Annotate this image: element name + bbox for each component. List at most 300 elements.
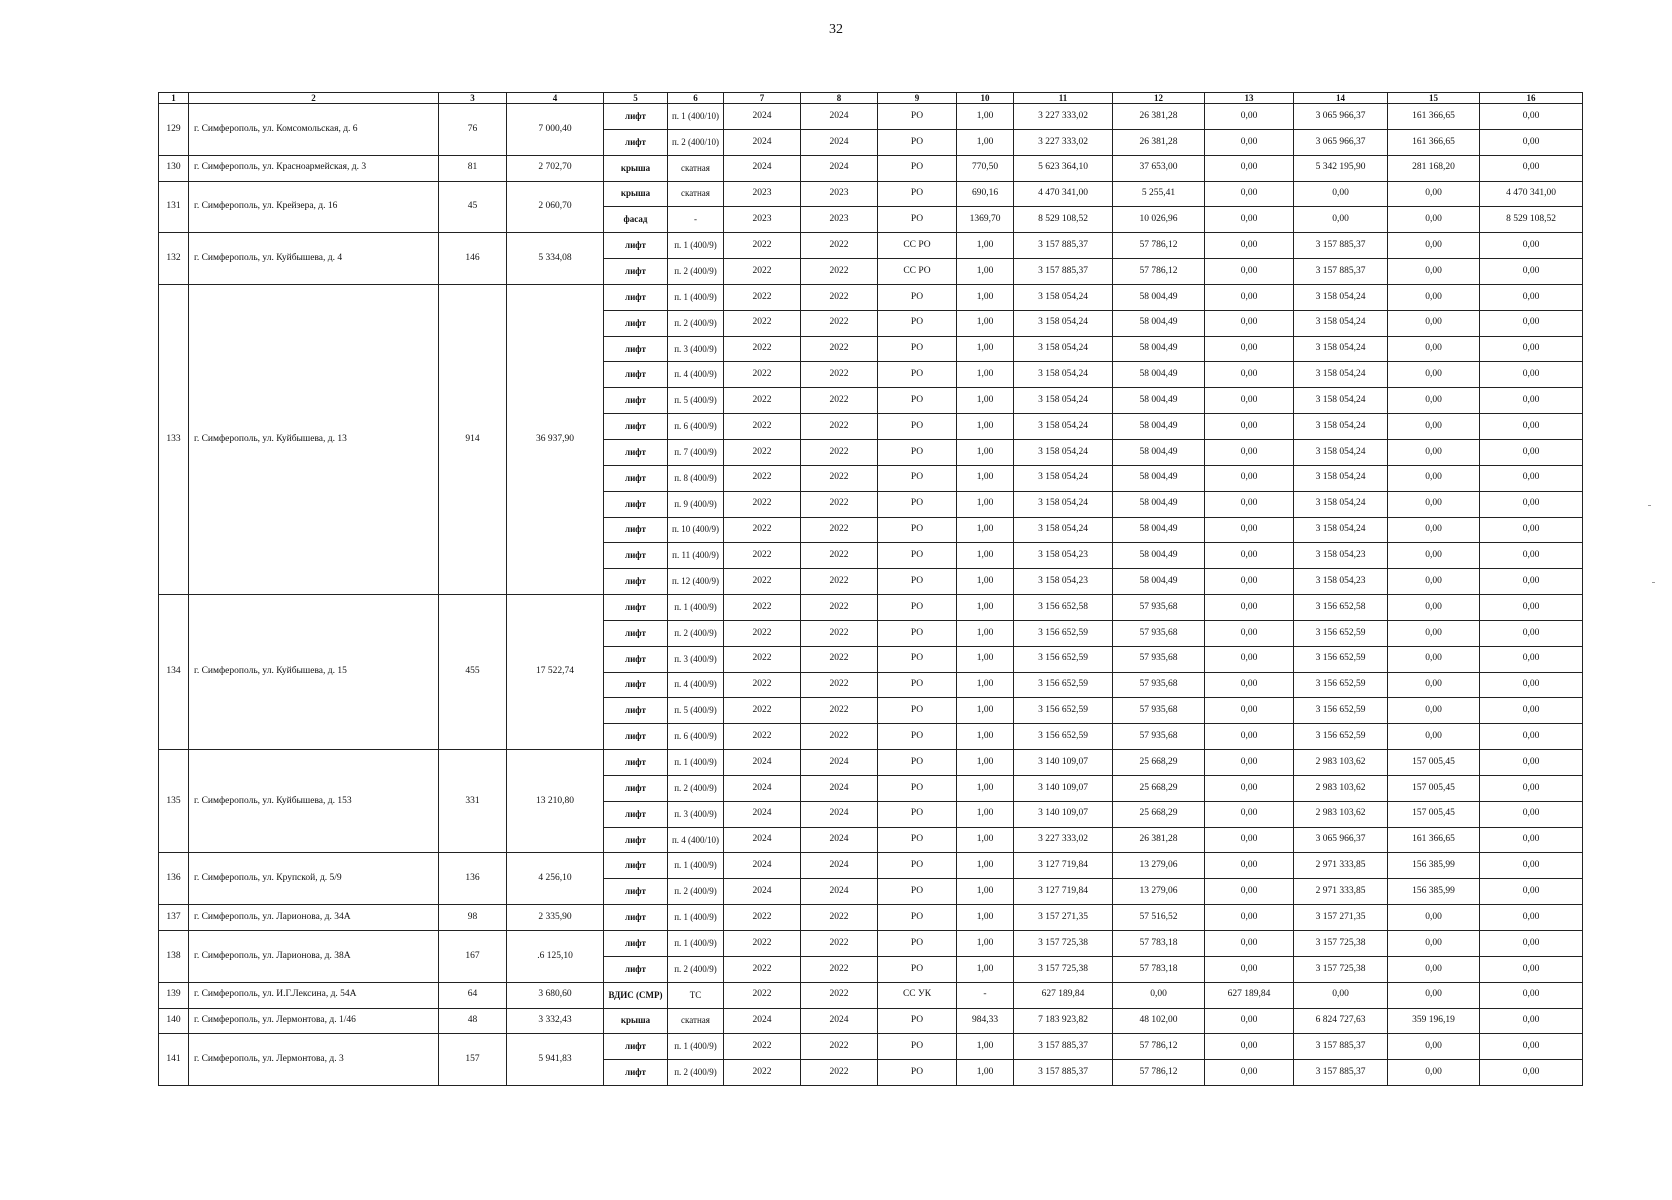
funds-other: 0,00 xyxy=(1480,620,1583,646)
column-number: 4 xyxy=(507,93,604,104)
work-detail: п. 2 (400/9) xyxy=(668,879,724,905)
table-row xyxy=(159,853,1583,879)
cost-per-unit: 58 004,49 xyxy=(1113,284,1205,310)
executor: РО xyxy=(878,646,957,672)
volume: 1,00 xyxy=(957,853,1014,879)
funds-owners: 0,00 xyxy=(1205,853,1294,879)
funds-owners: 0,00 xyxy=(1205,595,1294,621)
work-type: лифт xyxy=(604,801,668,827)
work-detail: скатная xyxy=(668,1008,724,1034)
total-cost: 3 140 109,07 xyxy=(1014,775,1113,801)
funds-budget: 0,00 xyxy=(1388,517,1480,543)
year-end: 2024 xyxy=(801,750,878,776)
funds-fund: 3 158 054,24 xyxy=(1294,465,1388,491)
cost-per-unit: 25 668,29 xyxy=(1113,775,1205,801)
work-detail: скатная xyxy=(668,155,724,181)
funds-owners: 0,00 xyxy=(1205,672,1294,698)
year-start: 2024 xyxy=(724,775,801,801)
building-residents: 48 xyxy=(439,1008,507,1034)
total-cost: 3 157 725,38 xyxy=(1014,931,1113,957)
total-cost: 3 158 054,23 xyxy=(1014,569,1113,595)
funds-owners: 0,00 xyxy=(1205,362,1294,388)
executor: РО xyxy=(878,155,957,181)
work-type: крыша xyxy=(604,181,668,207)
year-end: 2024 xyxy=(801,827,878,853)
year-start: 2023 xyxy=(724,207,801,233)
year-start: 2022 xyxy=(724,414,801,440)
funds-other: 0,00 xyxy=(1480,517,1583,543)
executor: РО xyxy=(878,362,957,388)
funds-other: 0,00 xyxy=(1480,724,1583,750)
year-end: 2024 xyxy=(801,853,878,879)
volume: 1,00 xyxy=(957,1034,1014,1060)
total-cost: 3 157 885,37 xyxy=(1014,1060,1113,1086)
building-residents: 45 xyxy=(439,181,507,233)
year-start: 2022 xyxy=(724,724,801,750)
table-row xyxy=(159,982,1583,1008)
executor: РО xyxy=(878,569,957,595)
building-area: 7 000,40 xyxy=(507,104,604,156)
total-cost: 627 189,84 xyxy=(1014,982,1113,1008)
funds-owners: 627 189,84 xyxy=(1205,982,1294,1008)
work-type: лифт xyxy=(604,517,668,543)
funds-owners: 0,00 xyxy=(1205,465,1294,491)
funds-budget: 0,00 xyxy=(1388,620,1480,646)
year-end: 2022 xyxy=(801,931,878,957)
funds-fund: 3 157 885,37 xyxy=(1294,233,1388,259)
executor: РО xyxy=(878,595,957,621)
table-row xyxy=(159,905,1583,931)
volume: 1,00 xyxy=(957,775,1014,801)
total-cost: 3 227 333,02 xyxy=(1014,129,1113,155)
work-detail: п. 2 (400/9) xyxy=(668,259,724,285)
total-cost: 3 158 054,24 xyxy=(1014,336,1113,362)
funds-other: 0,00 xyxy=(1480,775,1583,801)
volume: 1,00 xyxy=(957,905,1014,931)
total-cost: 3 158 054,24 xyxy=(1014,284,1113,310)
cost-per-unit: 58 004,49 xyxy=(1113,569,1205,595)
executor: РО xyxy=(878,853,957,879)
volume: 1,00 xyxy=(957,414,1014,440)
year-start: 2024 xyxy=(724,155,801,181)
building-area: 36 937,90 xyxy=(507,284,604,594)
funds-budget: 157 005,45 xyxy=(1388,775,1480,801)
table-row xyxy=(159,750,1583,776)
work-type: лифт xyxy=(604,595,668,621)
work-type: лифт xyxy=(604,439,668,465)
funds-budget: 0,00 xyxy=(1388,465,1480,491)
funds-owners: 0,00 xyxy=(1205,1034,1294,1060)
funds-owners: 0,00 xyxy=(1205,543,1294,569)
work-detail: п. 5 (400/9) xyxy=(668,698,724,724)
funds-other: 0,00 xyxy=(1480,905,1583,931)
work-type: лифт xyxy=(604,956,668,982)
year-end: 2024 xyxy=(801,775,878,801)
year-start: 2024 xyxy=(724,1008,801,1034)
building-address: г. Симферополь, ул. И.Г.Лексина, д. 54А xyxy=(189,982,439,1008)
funds-owners: 0,00 xyxy=(1205,104,1294,130)
cost-per-unit: 57 935,68 xyxy=(1113,595,1205,621)
funds-budget: 0,00 xyxy=(1388,284,1480,310)
funds-other: 4 470 341,00 xyxy=(1480,181,1583,207)
funds-budget: 0,00 xyxy=(1388,181,1480,207)
work-detail: п. 3 (400/9) xyxy=(668,801,724,827)
year-end: 2022 xyxy=(801,310,878,336)
executor: РО xyxy=(878,956,957,982)
year-start: 2022 xyxy=(724,336,801,362)
total-cost: 3 158 054,24 xyxy=(1014,414,1113,440)
work-type: лифт xyxy=(604,879,668,905)
funds-fund: 3 156 652,59 xyxy=(1294,672,1388,698)
year-end: 2022 xyxy=(801,543,878,569)
table-row xyxy=(159,1008,1583,1034)
executor: РО xyxy=(878,465,957,491)
funds-owners: 0,00 xyxy=(1205,750,1294,776)
building-address: г. Симферополь, ул. Крупской, д. 5/9 xyxy=(189,853,439,905)
funds-budget: 0,00 xyxy=(1388,982,1480,1008)
table-row xyxy=(159,181,1583,207)
work-detail: п. 5 (400/9) xyxy=(668,388,724,414)
executor: СС УК xyxy=(878,982,957,1008)
funds-fund: 3 156 652,58 xyxy=(1294,595,1388,621)
column-number: 7 xyxy=(724,93,801,104)
volume: 1,00 xyxy=(957,465,1014,491)
volume: 690,16 xyxy=(957,181,1014,207)
building-number: 132 xyxy=(159,233,189,285)
building-address: г. Симферополь, ул. Крейзера, д. 16 xyxy=(189,181,439,233)
funds-other: 0,00 xyxy=(1480,414,1583,440)
work-detail: п. 2 (400/9) xyxy=(668,310,724,336)
funds-budget: 0,00 xyxy=(1388,233,1480,259)
work-detail: п. 4 (400/9) xyxy=(668,362,724,388)
year-start: 2022 xyxy=(724,543,801,569)
cost-per-unit: 26 381,28 xyxy=(1113,129,1205,155)
column-number: 5 xyxy=(604,93,668,104)
executor: РО xyxy=(878,750,957,776)
executor: РО xyxy=(878,905,957,931)
year-end: 2022 xyxy=(801,388,878,414)
funds-fund: 3 158 054,24 xyxy=(1294,414,1388,440)
document-sheet xyxy=(158,92,1583,1086)
executor: РО xyxy=(878,1060,957,1086)
building-address: г. Симферополь, ул. Ларионова, д. 38А xyxy=(189,931,439,983)
table-row xyxy=(159,233,1583,259)
building-address: г. Симферополь, ул. Комсомольская, д. 6 xyxy=(189,104,439,156)
work-type: лифт xyxy=(604,1034,668,1060)
funds-budget: 0,00 xyxy=(1388,336,1480,362)
volume: 1,00 xyxy=(957,543,1014,569)
funds-owners: 0,00 xyxy=(1205,724,1294,750)
total-cost: 3 156 652,59 xyxy=(1014,698,1113,724)
building-address: г. Симферополь, ул. Ларионова, д. 34А xyxy=(189,905,439,931)
funds-other: 0,00 xyxy=(1480,129,1583,155)
cost-per-unit: 26 381,28 xyxy=(1113,104,1205,130)
building-area: 5 334,08 xyxy=(507,233,604,285)
year-end: 2022 xyxy=(801,646,878,672)
column-number: 14 xyxy=(1294,93,1388,104)
work-detail: п. 11 (400/9) xyxy=(668,543,724,569)
funds-other: 0,00 xyxy=(1480,388,1583,414)
total-cost: 3 140 109,07 xyxy=(1014,801,1113,827)
column-number: 3 xyxy=(439,93,507,104)
year-end: 2024 xyxy=(801,879,878,905)
executor: РО xyxy=(878,698,957,724)
volume: 1,00 xyxy=(957,310,1014,336)
work-detail: п. 1 (400/9) xyxy=(668,931,724,957)
funds-owners: 0,00 xyxy=(1205,336,1294,362)
funds-budget: 161 366,65 xyxy=(1388,129,1480,155)
funds-owners: 0,00 xyxy=(1205,646,1294,672)
year-end: 2022 xyxy=(801,905,878,931)
funds-budget: 157 005,45 xyxy=(1388,801,1480,827)
funds-fund: 3 157 725,38 xyxy=(1294,956,1388,982)
work-detail: п. 1 (400/9) xyxy=(668,284,724,310)
funds-budget: 161 366,65 xyxy=(1388,104,1480,130)
cost-per-unit: 5 255,41 xyxy=(1113,181,1205,207)
funds-other: 0,00 xyxy=(1480,1034,1583,1060)
building-area: 3 332,43 xyxy=(507,1008,604,1034)
building-residents: 98 xyxy=(439,905,507,931)
funds-budget: 0,00 xyxy=(1388,1034,1480,1060)
cost-per-unit: 10 026,96 xyxy=(1113,207,1205,233)
year-end: 2024 xyxy=(801,1008,878,1034)
funds-other: 0,00 xyxy=(1480,491,1583,517)
table-body xyxy=(159,93,1583,1086)
building-residents: 64 xyxy=(439,982,507,1008)
funds-fund: 0,00 xyxy=(1294,982,1388,1008)
executor: РО xyxy=(878,801,957,827)
total-cost: 3 156 652,59 xyxy=(1014,620,1113,646)
column-number: 6 xyxy=(668,93,724,104)
year-start: 2023 xyxy=(724,181,801,207)
executor: СС РО xyxy=(878,233,957,259)
year-end: 2022 xyxy=(801,414,878,440)
cost-per-unit: 58 004,49 xyxy=(1113,388,1205,414)
column-number: 16 xyxy=(1480,93,1583,104)
funds-fund: 3 157 885,37 xyxy=(1294,1060,1388,1086)
building-number: 140 xyxy=(159,1008,189,1034)
building-number: 139 xyxy=(159,982,189,1008)
executor: РО xyxy=(878,414,957,440)
work-detail: ТС xyxy=(668,982,724,1008)
year-start: 2024 xyxy=(724,827,801,853)
year-end: 2022 xyxy=(801,284,878,310)
work-detail: п. 8 (400/9) xyxy=(668,465,724,491)
cost-per-unit: 13 279,06 xyxy=(1113,853,1205,879)
table-row xyxy=(159,284,1583,310)
year-start: 2024 xyxy=(724,750,801,776)
building-area: 2 335,90 xyxy=(507,905,604,931)
funds-owners: 0,00 xyxy=(1205,879,1294,905)
total-cost: 3 158 054,24 xyxy=(1014,362,1113,388)
cost-per-unit: 57 783,18 xyxy=(1113,931,1205,957)
funds-budget: 0,00 xyxy=(1388,414,1480,440)
funds-budget: 0,00 xyxy=(1388,569,1480,595)
funds-fund: 5 342 195,90 xyxy=(1294,155,1388,181)
year-end: 2022 xyxy=(801,259,878,285)
funds-budget: 0,00 xyxy=(1388,491,1480,517)
year-end: 2022 xyxy=(801,233,878,259)
funds-other: 0,00 xyxy=(1480,543,1583,569)
year-start: 2022 xyxy=(724,439,801,465)
year-start: 2024 xyxy=(724,129,801,155)
year-start: 2022 xyxy=(724,905,801,931)
executor: РО xyxy=(878,439,957,465)
building-address: г. Симферополь, ул. Куйбышева, д. 153 xyxy=(189,750,439,853)
funds-other: 0,00 xyxy=(1480,750,1583,776)
volume: 1,00 xyxy=(957,931,1014,957)
funds-other: 0,00 xyxy=(1480,801,1583,827)
building-address: г. Симферополь, ул. Куйбышева, д. 4 xyxy=(189,233,439,285)
total-cost: 3 158 054,24 xyxy=(1014,310,1113,336)
work-detail: п. 1 (400/9) xyxy=(668,905,724,931)
cost-per-unit: 57 786,12 xyxy=(1113,259,1205,285)
volume: 1369,70 xyxy=(957,207,1014,233)
building-residents: 146 xyxy=(439,233,507,285)
funds-budget: 281 168,20 xyxy=(1388,155,1480,181)
funds-budget: 0,00 xyxy=(1388,698,1480,724)
work-detail: п. 2 (400/9) xyxy=(668,620,724,646)
column-number: 11 xyxy=(1014,93,1113,104)
funds-other: 0,00 xyxy=(1480,1008,1583,1034)
building-area: 5 941,83 xyxy=(507,1034,604,1086)
executor: РО xyxy=(878,181,957,207)
cost-per-unit: 57 935,68 xyxy=(1113,646,1205,672)
executor: РО xyxy=(878,543,957,569)
funds-owners: 0,00 xyxy=(1205,181,1294,207)
volume: 1,00 xyxy=(957,620,1014,646)
executor: РО xyxy=(878,207,957,233)
building-residents: 167 xyxy=(439,931,507,983)
work-type: лифт xyxy=(604,104,668,130)
funds-budget: 0,00 xyxy=(1388,259,1480,285)
work-detail: п. 4 (400/10) xyxy=(668,827,724,853)
building-area: 2 060,70 xyxy=(507,181,604,233)
table-row xyxy=(159,595,1583,621)
year-end: 2022 xyxy=(801,595,878,621)
work-detail: п. 7 (400/9) xyxy=(668,439,724,465)
cost-per-unit: 48 102,00 xyxy=(1113,1008,1205,1034)
column-number: 8 xyxy=(801,93,878,104)
year-start: 2022 xyxy=(724,259,801,285)
building-number: 130 xyxy=(159,155,189,181)
funds-owners: 0,00 xyxy=(1205,801,1294,827)
work-type: лифт xyxy=(604,284,668,310)
cost-per-unit: 58 004,49 xyxy=(1113,414,1205,440)
building-address: г. Симферополь, ул. Лермонтова, д. 3 xyxy=(189,1034,439,1086)
volume: 1,00 xyxy=(957,336,1014,362)
year-start: 2024 xyxy=(724,879,801,905)
year-start: 2024 xyxy=(724,853,801,879)
volume: 1,00 xyxy=(957,569,1014,595)
work-detail: п. 3 (400/9) xyxy=(668,646,724,672)
volume: - xyxy=(957,982,1014,1008)
funds-budget: 359 196,19 xyxy=(1388,1008,1480,1034)
cost-per-unit: 58 004,49 xyxy=(1113,310,1205,336)
volume: 1,00 xyxy=(957,104,1014,130)
work-detail: п. 6 (400/9) xyxy=(668,724,724,750)
funds-other: 0,00 xyxy=(1480,595,1583,621)
funds-budget: 0,00 xyxy=(1388,362,1480,388)
year-end: 2022 xyxy=(801,336,878,362)
executor: РО xyxy=(878,104,957,130)
work-detail: - xyxy=(668,207,724,233)
funds-fund: 2 971 333,85 xyxy=(1294,879,1388,905)
executor: РО xyxy=(878,336,957,362)
year-start: 2022 xyxy=(724,517,801,543)
work-detail: п. 2 (400/10) xyxy=(668,129,724,155)
work-type: лифт xyxy=(604,672,668,698)
work-type: лифт xyxy=(604,491,668,517)
work-detail: п. 12 (400/9) xyxy=(668,569,724,595)
year-start: 2022 xyxy=(724,310,801,336)
year-start: 2022 xyxy=(724,672,801,698)
funds-other: 0,00 xyxy=(1480,439,1583,465)
page-number: 32 xyxy=(829,22,843,37)
cost-per-unit: 57 783,18 xyxy=(1113,956,1205,982)
funds-fund: 3 158 054,23 xyxy=(1294,569,1388,595)
year-start: 2022 xyxy=(724,284,801,310)
funds-budget: 0,00 xyxy=(1388,956,1480,982)
cost-per-unit: 58 004,49 xyxy=(1113,517,1205,543)
work-type: лифт xyxy=(604,465,668,491)
work-detail: п. 2 (400/9) xyxy=(668,775,724,801)
work-type: лифт xyxy=(604,569,668,595)
volume: 1,00 xyxy=(957,233,1014,259)
funds-owners: 0,00 xyxy=(1205,775,1294,801)
funds-fund: 2 971 333,85 xyxy=(1294,853,1388,879)
cost-per-unit: 58 004,49 xyxy=(1113,336,1205,362)
work-type: лифт xyxy=(604,853,668,879)
year-start: 2024 xyxy=(724,104,801,130)
funds-owners: 0,00 xyxy=(1205,698,1294,724)
work-type: крыша xyxy=(604,1008,668,1034)
funds-fund: 3 157 271,35 xyxy=(1294,905,1388,931)
building-area: 13 210,80 xyxy=(507,750,604,853)
funds-other: 8 529 108,52 xyxy=(1480,207,1583,233)
funds-other: 0,00 xyxy=(1480,155,1583,181)
building-residents: 76 xyxy=(439,104,507,156)
year-end: 2022 xyxy=(801,517,878,543)
funds-budget: 0,00 xyxy=(1388,439,1480,465)
building-residents: 136 xyxy=(439,853,507,905)
funds-budget: 0,00 xyxy=(1388,724,1480,750)
funds-budget: 0,00 xyxy=(1388,931,1480,957)
total-cost: 3 156 652,59 xyxy=(1014,724,1113,750)
building-area: 3 680,60 xyxy=(507,982,604,1008)
column-number: 13 xyxy=(1205,93,1294,104)
funds-other: 0,00 xyxy=(1480,1060,1583,1086)
building-residents: 331 xyxy=(439,750,507,853)
column-number: 15 xyxy=(1388,93,1480,104)
funds-owners: 0,00 xyxy=(1205,207,1294,233)
column-number: 2 xyxy=(189,93,439,104)
year-end: 2022 xyxy=(801,362,878,388)
funds-other: 0,00 xyxy=(1480,310,1583,336)
building-number: 138 xyxy=(159,931,189,983)
building-residents: 455 xyxy=(439,595,507,750)
work-type: лифт xyxy=(604,362,668,388)
building-area: .6 125,10 xyxy=(507,931,604,983)
funds-fund: 3 158 054,24 xyxy=(1294,284,1388,310)
year-start: 2022 xyxy=(724,646,801,672)
total-cost: 7 183 923,82 xyxy=(1014,1008,1113,1034)
cost-per-unit: 58 004,49 xyxy=(1113,491,1205,517)
funds-owners: 0,00 xyxy=(1205,620,1294,646)
funds-fund: 2 983 103,62 xyxy=(1294,750,1388,776)
building-residents: 157 xyxy=(439,1034,507,1086)
funds-fund: 3 157 725,38 xyxy=(1294,931,1388,957)
